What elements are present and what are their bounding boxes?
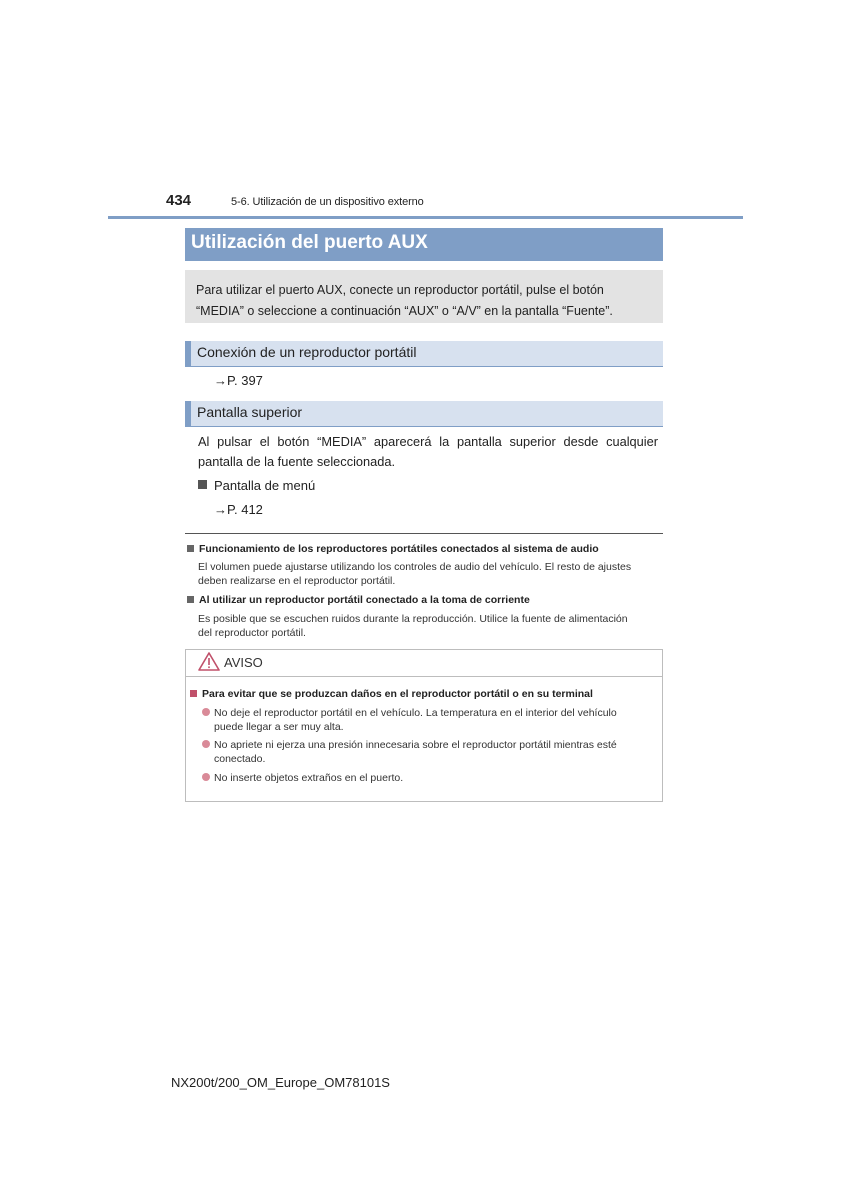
note-text-power <box>198 612 662 640</box>
dot-bullet-icon <box>202 708 210 716</box>
note-heading-audio <box>187 543 599 555</box>
page-title: Utilización del puerto AUX <box>185 228 663 261</box>
square-bullet-icon <box>187 596 194 603</box>
warning-heading <box>190 688 593 700</box>
subsection-title-top-screen: Pantalla superior <box>185 401 663 427</box>
subsection-title-connection: Conexión de un reproductor portátil <box>185 341 663 367</box>
note-title: Funcionamiento de los reproductores portátiles conectados al sistema de audio <box>199 543 599 555</box>
note-title: Al utilizar un reproductor portátil conectado a la toma de corriente <box>199 594 530 606</box>
warning-line: conectado. <box>214 753 266 765</box>
header-rule <box>108 216 743 219</box>
note-line: del reproductor portátil. <box>198 627 306 639</box>
section-reference: 5-6. Utilización de un dispositivo externo <box>231 196 424 208</box>
warning-item <box>202 706 660 734</box>
warning-label: AVISO <box>224 655 263 670</box>
intro-line-1: Para utilizar el puerto AUX, conecte un reproductor portátil, pulse el botón <box>196 283 604 297</box>
warning-line: No apriete ni ejerza una presión innecesaria sobre el reproductor portátil mientras esté <box>214 739 617 751</box>
menu-screen-bullet <box>198 478 315 493</box>
top-screen-paragraph: Al pulsar el botón “MEDIA” aparecerá la pantalla superior desde cualquier pantalla de la fuente seleccionada. <box>198 434 658 469</box>
warning-item <box>202 738 660 766</box>
warning-line: No inserte objetos extraños en el puerto. <box>214 772 404 784</box>
footer-document-code: NX200t/200_OM_Europe_OM78101S <box>171 1075 390 1090</box>
warning-triangle-icon <box>198 652 220 671</box>
page-link-412[interactable]: →P. 412 <box>214 502 263 517</box>
note-line: Es posible que se escuchen ruidos durante la reproducción. Utilice la fuente de alimentación <box>198 613 628 625</box>
intro-box <box>185 270 663 323</box>
warning-line: puede llegar a ser muy alta. <box>214 721 344 733</box>
page-number: 434 <box>166 192 192 209</box>
note-line: deben realizarse en el reproductor portátil. <box>198 575 396 587</box>
note-heading-power <box>187 594 530 606</box>
square-bullet-icon <box>190 690 197 697</box>
square-bullet-icon <box>187 545 194 552</box>
note-line: El volumen puede ajustarse utilizando los controles de audio del vehículo. El resto de ajustes <box>198 561 632 573</box>
dot-bullet-icon <box>202 740 210 748</box>
warning-line: No deje el reproductor portátil en el vehículo. La temperatura en el interior del vehículo <box>214 707 617 719</box>
page-link-397[interactable]: →P. 397 <box>214 373 263 388</box>
menu-screen-label: Pantalla de menú <box>214 478 316 493</box>
warning-heading-text: Para evitar que se produzcan daños en el reproductor portátil o en su terminal <box>202 688 593 700</box>
warning-item <box>202 771 660 785</box>
divider <box>185 533 663 534</box>
square-bullet-icon <box>198 480 207 489</box>
intro-line-2: “MEDIA” o seleccione a continuación “AUX” o “A/V” en la pantalla “Fuente”. <box>196 304 613 318</box>
note-text-audio <box>198 560 662 588</box>
dot-bullet-icon <box>202 773 210 781</box>
